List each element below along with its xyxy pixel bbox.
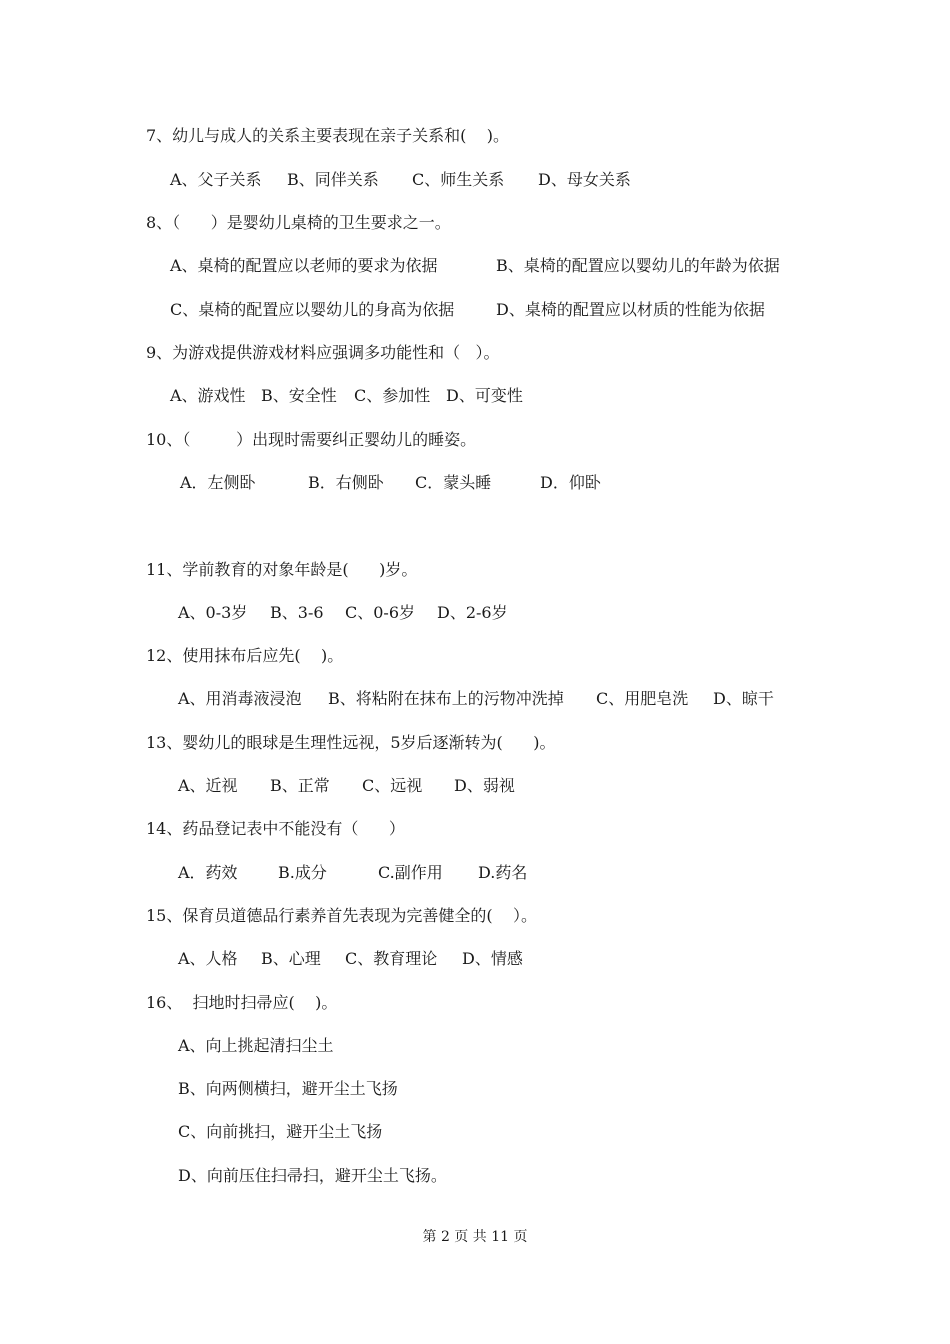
question-16-option-a: A、向上挑起清扫尘土 — [178, 1036, 334, 1055]
question-7-option-c: C、师生关系 — [412, 170, 505, 189]
question-7-option-d: D、母女关系 — [538, 170, 631, 189]
question-16-option-d: D、向前压住扫帚扫，避开尘土飞扬。 — [178, 1166, 447, 1185]
question-14-option-c: C.副作用 — [378, 863, 443, 882]
question-8-stem: 8、（ ）是婴幼儿桌椅的卫生要求之一。 — [146, 213, 451, 232]
question-11-option-d: D、2-6岁 — [437, 603, 508, 622]
question-12-option-b: B、将粘附在抹布上的污物冲洗掉 — [328, 689, 564, 708]
question-14-stem: 14、药品登记表中不能没有（ ） — [146, 819, 405, 838]
question-8-option-a: A、桌椅的配置应以老师的要求为依据 — [170, 256, 438, 275]
question-15-option-b: B、心理 — [261, 949, 321, 968]
question-15-stem: 15、保育员道德品行素养首先表现为完善健全的( ）。 — [146, 906, 537, 925]
question-15-option-c: C、教育理论 — [345, 949, 438, 968]
question-9-stem: 9、为游戏提供游戏材料应强调多功能性和（ ）。 — [146, 343, 500, 362]
question-11-option-b: B、3-6 — [270, 603, 324, 622]
question-8-option-c: C、桌椅的配置应以婴幼儿的身高为依据 — [170, 300, 455, 319]
page-number: 第 2 页 共 11 页 — [422, 1229, 528, 1245]
question-9-option-a: A、游戏性 — [170, 386, 246, 405]
question-7-option-b: B、同伴关系 — [287, 170, 379, 189]
question-12-option-a: A、用消毒液浸泡 — [178, 689, 302, 708]
question-10-option-b: B．右侧卧 — [308, 473, 384, 492]
question-12-stem: 12、使用抹布后应先( )。 — [146, 646, 344, 665]
question-8-option-d: D、桌椅的配置应以材质的性能为依据 — [496, 300, 765, 319]
question-16-stem: 16、 扫地时扫帚应( )。 — [146, 993, 338, 1012]
question-14-option-d: D.药名 — [478, 863, 528, 882]
question-10-option-a: A．左侧卧 — [180, 473, 256, 492]
question-13-stem: 13、婴幼儿的眼球是生理性远视，5岁后逐渐转为( )。 — [146, 733, 556, 752]
question-13-option-b: B、正常 — [270, 776, 330, 795]
question-13-option-d: D、弱视 — [454, 776, 515, 795]
question-13-option-c: C、远视 — [362, 776, 423, 795]
question-12-option-c: C、用肥皂洗 — [596, 689, 689, 708]
question-16-option-b: B、向两侧横扫，避开尘土飞扬 — [178, 1079, 398, 1098]
question-10-stem: 10、（ ）出现时需要纠正婴幼儿的睡姿。 — [146, 430, 477, 449]
question-15-option-d: D、情感 — [462, 949, 523, 968]
question-10-option-c: C．蒙头睡 — [415, 473, 492, 492]
question-14-option-a: A．药效 — [178, 863, 238, 882]
question-9-option-b: B、安全性 — [261, 386, 337, 405]
question-8-option-b: B、桌椅的配置应以婴幼儿的年龄为依据 — [496, 256, 780, 275]
question-10-option-d: D．仰卧 — [540, 473, 601, 492]
question-7-option-a: A、父子关系 — [170, 170, 262, 189]
question-9-option-d: D、可变性 — [446, 386, 523, 405]
question-11-option-a: A、0-3岁 — [178, 603, 248, 622]
question-15-option-a: A、人格 — [178, 949, 238, 968]
question-12-option-d: D、晾干 — [713, 689, 774, 708]
question-9-option-c: C、参加性 — [354, 386, 431, 405]
question-7-stem: 7、幼儿与成人的关系主要表现在亲子关系和( )。 — [146, 126, 510, 145]
question-11-option-c: C、0-6岁 — [345, 603, 416, 622]
question-14-option-b: B.成分 — [278, 863, 327, 882]
question-16-option-c: C、向前挑扫，避开尘土飞扬 — [178, 1122, 383, 1141]
question-13-option-a: A、近视 — [178, 776, 238, 795]
question-11-stem: 11、学前教育的对象年龄是( )岁。 — [146, 560, 418, 579]
